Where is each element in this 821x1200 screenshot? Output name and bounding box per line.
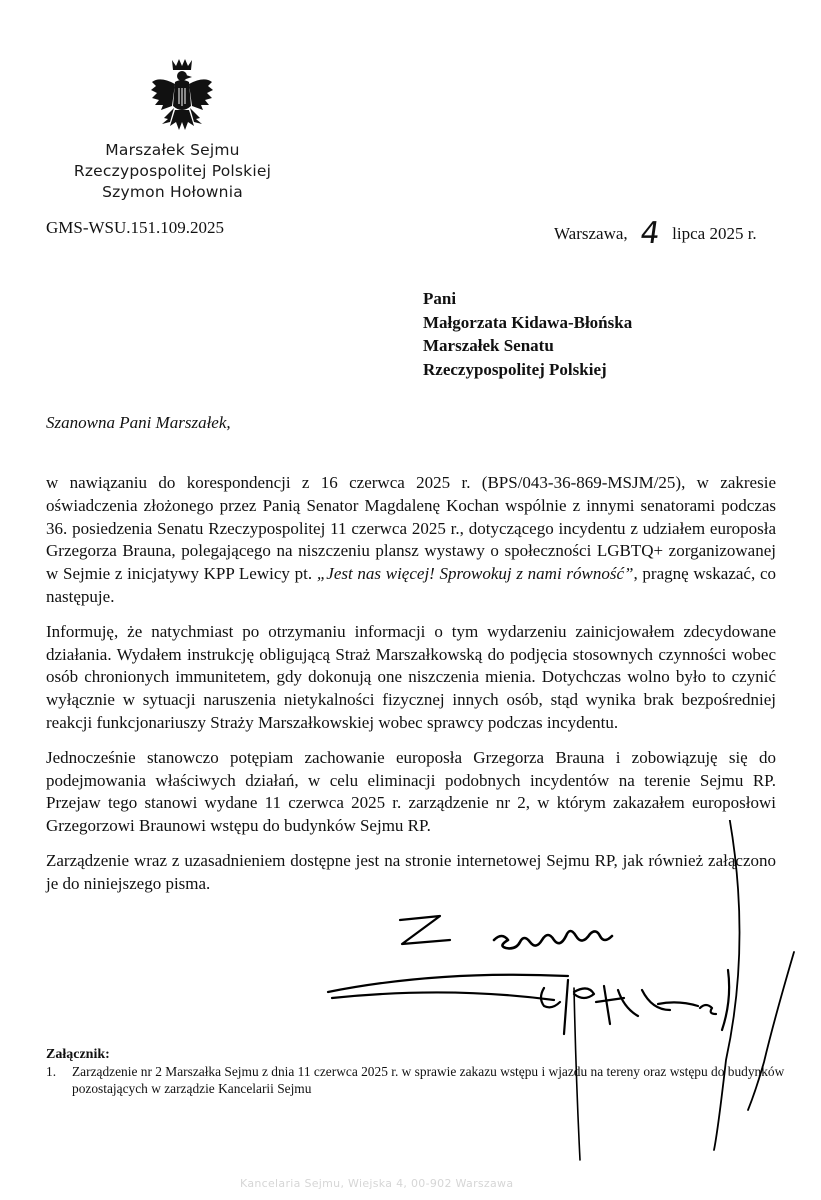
paragraph-1-main: w nawiązaniu do korespondencji z 16 czerwca 2025 r. (BPS/043-36-869-MSJM/25), w zakresie oświadczenia złożonego przez Panią Senator Magdalenę Kochan wspólnie z innymi senatorami podczas 36. posiedzenia Senatu Rzeczypospolitej 11 czerwca 2025 r., dotyczącego incydentu z udziałem europosła Grzegorza Brauna, polegającego na niszczeniu plansz wystawy o społeczności LGBTQ+ zorganizowanej w Sejmie z inicjatywy KPP Lewicy pt. — [46, 473, 776, 584]
handwritten-signature — [318, 820, 818, 1180]
sender-country: Rzeczypospolitej Polskiej — [73, 162, 272, 180]
footer-stamp: Kancelaria Sejmu, Wiejska 4, 00-902 Warszawa — [240, 1177, 514, 1190]
recipient-line-1: Pani — [423, 289, 457, 308]
reference-number: GMS-WSU.151.109.2025 — [46, 218, 225, 237]
paragraph-4: Zarządzenie wraz z uzasadnieniem dostępne jest na stronie internetowej Sejmu RP, jak również załączono je do niniejszego pisma. — [46, 850, 776, 893]
place-and-date — [554, 216, 757, 251]
attachment-number: 1. — [46, 1064, 57, 1079]
paragraph-1-quote: „Jest nas więcej! Sprowokuj z nami równość” — [316, 564, 634, 584]
date-month-year: lipca 2025 r. — [672, 224, 757, 243]
paragraph-1-end: , pragnę wskazać, co następuje. — [46, 564, 776, 606]
paragraph-3: Jednocześnie stanowczo potępiam zachowanie europosła Grzegorza Brauna i zobowiązuję się do podejmowania właściwych działań, w celu eliminacji podobnych incydentów na terenie Sejmu RP. Przejaw tego stanowi wydane 11 czerwca 2025 r. zarządzenie nr 2, w którym zakazałem europosłowi Grzegorzowi Braunowi wstępu do budynków Sejmu RP. — [46, 747, 776, 836]
date-day-handwritten: 4 — [637, 216, 662, 251]
salutation: Szanowna Pani Marszałek, — [46, 413, 231, 432]
date-place: Warszawa, — [554, 224, 628, 243]
recipient-line-2: Małgorzata Kidawa-Błońska — [423, 312, 633, 332]
attachments-heading: Załącznik: — [46, 1047, 110, 1062]
attachment-text: Zarządzenie nr 2 Marszałka Sejmu z dnia 11 czerwca 2025 r. w sprawie zakazu wstępu i wjazdu na tereny oraz wstępu do budynków pozostających w zarządzie Kancelarii Sejmu — [72, 1064, 785, 1096]
polish-eagle-emblem-icon — [148, 56, 216, 144]
paragraph-1 — [46, 472, 776, 609]
recipient-block — [423, 287, 632, 381]
recipient-line-4: Rzeczypospolitej Polskiej — [423, 359, 607, 379]
paragraph-2: Informuję, że natychmiast po otrzymaniu informacji o tym wydarzeniu zainicjowałem zdecydowane działania. Wydałem instrukcję obligującą Straż Marszałkowską do podjęcia stosownych czynności wobec osób chronionych immunitetem, gdy dokonują one niszczenia mienia. Dotychczas wolno było to czynić wyłącznie w sytuacji naruszenia nietykalności fizycznej innych osób, stąd wynika brak bezpośredniej reakcji funkcjonariuszy Straży Marszałkowskiej wobec sprawcy podczas incydentu. — [46, 621, 776, 732]
sender-title: Marszałek Sejmu — [105, 141, 240, 159]
sender-name: Szymon Hołownia — [102, 183, 243, 201]
sender-block — [40, 140, 305, 203]
recipient-line-3: Marszałek Senatu — [423, 336, 554, 355]
